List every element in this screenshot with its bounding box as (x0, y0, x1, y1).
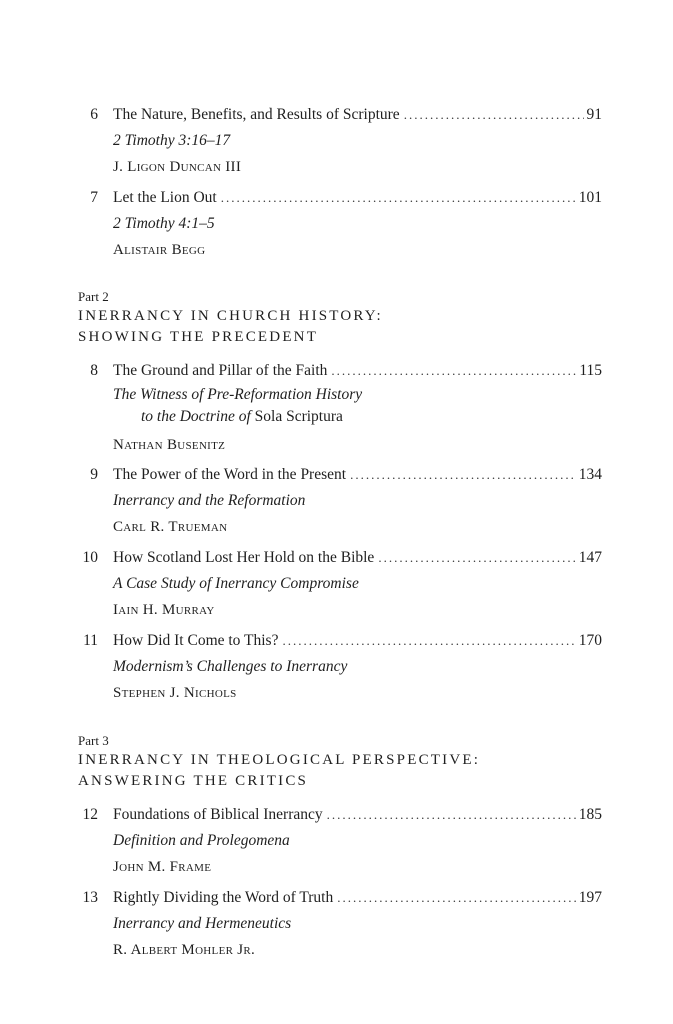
page-number: 170 (578, 632, 602, 649)
dot-leader (350, 462, 576, 488)
page-number: 91 (586, 106, 602, 123)
dot-leader (337, 885, 576, 911)
part-heading-2 (78, 288, 383, 348)
part-title-line-1: INERRANCY IN THEOLOGICAL PERSPECTIVE: (78, 752, 481, 768)
part-title-line-2: SHOWING THE PRECEDENT (78, 329, 319, 345)
chapter-number: 6 (90, 106, 98, 123)
toc-entry-12 (72, 802, 602, 880)
chapter-author: Carl R. Trueman (113, 519, 228, 535)
subtitle-roman-part: Sola Scriptura (254, 408, 343, 425)
toc-entry-9 (72, 462, 602, 540)
chapter-title: How Scotland Lost Her Hold on the Bible (113, 549, 375, 566)
part-title-line-2: ANSWERING THE CRITICS (78, 773, 309, 789)
page-number: 134 (578, 466, 602, 483)
page-number: 185 (578, 806, 602, 823)
toc-entry-8 (72, 358, 602, 458)
toc-entry-10 (72, 545, 602, 623)
chapter-author: R. Albert Mohler Jr. (113, 942, 256, 958)
chapter-subtitle: The Witness of Pre-Reformation History (113, 386, 363, 403)
chapter-title: Rightly Dividing the Word of Truth (113, 889, 334, 906)
page-number: 115 (579, 362, 602, 379)
chapter-subtitle: 2 Timothy 3:16–17 (113, 132, 231, 149)
page-number: 197 (578, 889, 602, 906)
chapter-author: Nathan Busenitz (113, 437, 226, 453)
chapter-title: The Ground and Pillar of the Faith (113, 362, 328, 379)
dot-leader (282, 628, 575, 654)
chapter-title: The Power of the Word in the Present (113, 466, 347, 483)
dot-leader (327, 802, 576, 828)
dot-leader (378, 545, 575, 571)
chapter-subtitle-continued (141, 406, 343, 428)
part-heading-3 (78, 732, 480, 792)
chapter-subtitle: 2 Timothy 4:1–5 (113, 215, 215, 232)
chapter-author: J. Ligon Duncan III (113, 159, 242, 175)
chapter-subtitle: Inerrancy and Hermeneutics (113, 915, 292, 932)
chapter-number: 10 (82, 549, 98, 566)
chapter-number: 13 (82, 889, 98, 906)
chapter-number: 11 (83, 632, 98, 649)
toc-entry-13 (72, 885, 602, 963)
chapter-title: The Nature, Benefits, and Results of Scripture (113, 106, 400, 123)
subtitle-italic-part: to the Doctrine of (141, 408, 251, 425)
chapter-number: 8 (90, 362, 98, 379)
chapter-number: 12 (82, 806, 98, 823)
chapter-number: 7 (90, 189, 98, 206)
chapter-author: Stephen J. Nichols (113, 685, 237, 701)
dot-leader (221, 185, 576, 211)
chapter-subtitle: A Case Study of Inerrancy Compromise (113, 575, 359, 592)
chapter-title: How Did It Come to This? (113, 632, 279, 649)
dot-leader (404, 102, 584, 128)
page-number: 147 (578, 549, 602, 566)
chapter-number: 9 (90, 466, 98, 483)
chapter-title: Let the Lion Out (113, 189, 217, 206)
chapter-subtitle: Modernism’s Challenges to Inerrancy (113, 658, 348, 675)
toc-entry-11 (72, 628, 602, 706)
chapter-subtitle: Inerrancy and the Reformation (113, 492, 306, 509)
chapter-subtitle: Definition and Prolegomena (113, 832, 290, 849)
chapter-title: Foundations of Biblical Inerrancy (113, 806, 323, 823)
part-label: Part 2 (78, 289, 109, 304)
toc-entry-6 (72, 102, 602, 180)
chapter-author: Alistair Begg (113, 242, 206, 258)
toc-entry-7 (72, 185, 602, 263)
part-label: Part 3 (78, 733, 109, 748)
part-title-line-1: INERRANCY IN CHURCH HISTORY: (78, 308, 383, 324)
dot-leader (331, 358, 576, 384)
page-number: 101 (578, 189, 602, 206)
chapter-author: John M. Frame (113, 859, 212, 875)
chapter-author: Iain H. Murray (113, 602, 215, 618)
